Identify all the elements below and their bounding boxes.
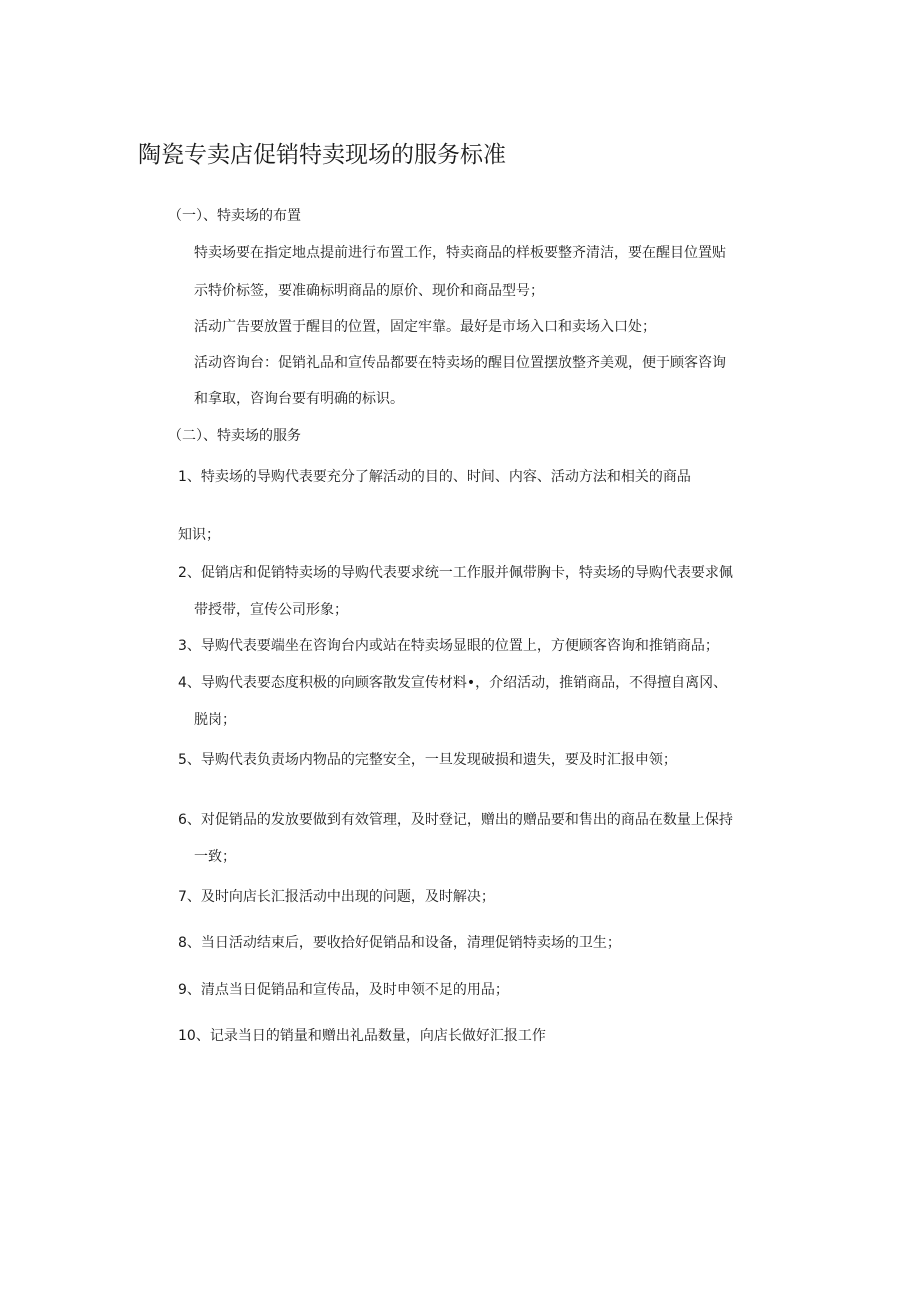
list-item: 5、导购代表负责场内物品的完整安全，一旦发现破损和遗失，要及时汇报申领； [178,752,677,768]
document-title: 陶瓷专卖店促销特卖现场的服务标准 [138,142,506,168]
list-item-continuation: 带授带，宣传公司形象； [194,602,348,618]
paragraph-line: 和拿取，咨询台要有明确的标识。 [194,391,404,407]
paragraph-line: 活动广告要放置于醒目的位置，固定牢靠。最好是市场入口和卖场入口处； [194,319,656,335]
list-item-continuation: 知识； [178,527,220,543]
list-item: 8、当日活动结束后，要收拾好促销品和设备，清理促销特卖场的卫生； [178,935,621,951]
list-item: 3、导购代表要端坐在咨询台内或站在特卖场显眼的位置上，方便顾客咨询和推销商品； [178,638,719,654]
paragraph-line: 示特价标签，要准确标明商品的原价、现价和商品型号； [194,283,544,299]
section-heading: （二）、特卖场的服务 [168,428,301,444]
list-item: 9、清点当日促销品和宣传品，及时申领不足的用品； [178,982,509,998]
list-item: 4、导购代表要态度积极的向顾客散发宣传材料•，介绍活动，推销商品，不得擅自离冈、 [178,675,728,691]
list-item: 2、促销店和促销特卖场的导购代表要求统一工作服并佩带胸卡，特卖场的导购代表要求佩 [178,565,733,581]
list-item-continuation: 一致； [194,849,236,865]
section-heading: （一）、特卖场的布置 [168,208,301,224]
list-item: 7、及时向店长汇报活动中出现的问题，及时解决； [178,889,495,905]
list-item: 1、特卖场的导购代表要充分了解活动的目的、时间、内容、活动方法和相关的商品 [178,469,691,485]
paragraph-line: 特卖场要在指定地点提前进行布置工作，特卖商品的样板要整齐清洁，要在醒目位置贴 [194,245,726,261]
list-item: 10、记录当日的销量和赠出礼品数量，向店长做好汇报工作 [178,1028,546,1044]
paragraph-line: 活动咨询台：促销礼品和宣传品都要在特卖场的醒目位置摆放整齐美观，便于顾客咨询 [194,355,726,371]
list-item: 6、对促销品的发放要做到有效管理，及时登记，赠出的赠品要和售出的商品在数量上保持 [178,812,733,828]
list-item-continuation: 脱岗； [194,712,236,728]
